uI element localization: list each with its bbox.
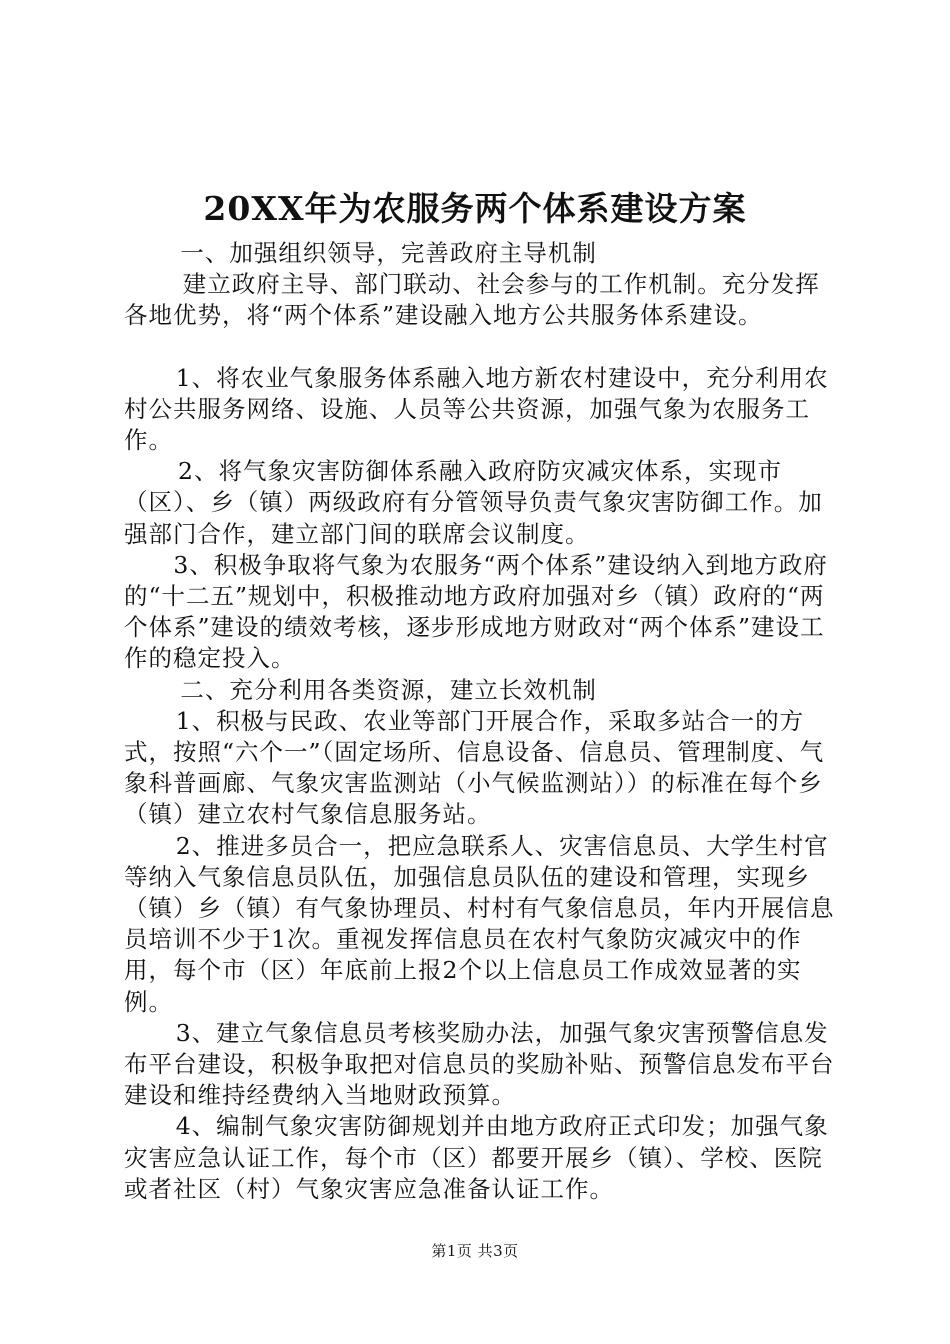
paragraph-item-6: 3、建立气象信息员考核奖励办法，加强气象灾害预警信息发布平台建设，积极争取把对信息员的奖励补贴、预警信息发布平台建设和维持经费纳入当地财政预算。 xyxy=(124,1018,835,1110)
paragraph-item-7: 4、编制气象灾害防御规划并由地方政府正式印发；加强气象灾害应急认证工作，每个市（区）都要开展乡（镇）、学校、医院或者社区（村）气象灾害应急准备认证工作。 xyxy=(124,1112,829,1203)
section-heading-1: 一、加强组织领导，完善政府主导机制 xyxy=(180,239,597,267)
paragraph-item-1: 1、将农业气象服务体系融入地方新农村建设中，充分利用农村公共服务网络、设施、人员等公共资源，加强气象为农服务工作。 xyxy=(124,363,829,455)
paragraph-item-5: 2、推进多员合一，把应急联系人、灾害信息员、大学生村官等纳入气象信息员队伍，加强信息员队伍的建设和管理，实现乡（镇）乡（镇）有气象协理员、村村有气象信息员，年内开展信息员培训不少于1次。重视发挥信息员在农村气象防灾减灾中的作用，每个市（区）年底前上报2个以上信息员工作成效显著的实例。 xyxy=(124,831,835,1016)
paragraph-item-2: 2、将气象灾害防御体系融入政府防灾减灾体系，实现市（区）、乡（镇）两级政府有分管领导负责气象灾害防御工作。加强部门合作，建立部门间的联席会议制度。 xyxy=(124,457,823,548)
paragraph-intro: 建立政府主导、部门联动、社会参与的工作机制。充分发挥各地优势，将“两个体系”建设融入地方公共服务体系建设。 xyxy=(124,270,820,330)
section-heading-2: 二、充分利用各类资源，建立长效机制 xyxy=(180,675,597,704)
paragraph-item-3: 3、积极争取将气象为农服务“两个体系”建设纳入到地方政府的“十二五”规划中，积极推动地方政府加强对乡（镇）政府的“两个体系”建设的绩效考核，逐步形成地方财政对“两个体系”建设工作的稳定投入。 xyxy=(124,550,828,673)
document-title: 20XX年为农服务两个体系建设方案 xyxy=(203,189,747,228)
blank-line xyxy=(124,332,844,363)
paragraph-item-4: 1、积极与民政、农业等部门开展合作，采取多站合一的方式，按照“六个一”（固定场所、信息设备、信息员、管理制度、气象科普画廊、气象灾害监测站（小气候监测站））的标准在每个乡（镇）建立农村气象信息服务站。 xyxy=(124,706,825,829)
document-body xyxy=(124,238,844,1205)
page-footer: 第1页 共3页 xyxy=(431,1242,519,1260)
